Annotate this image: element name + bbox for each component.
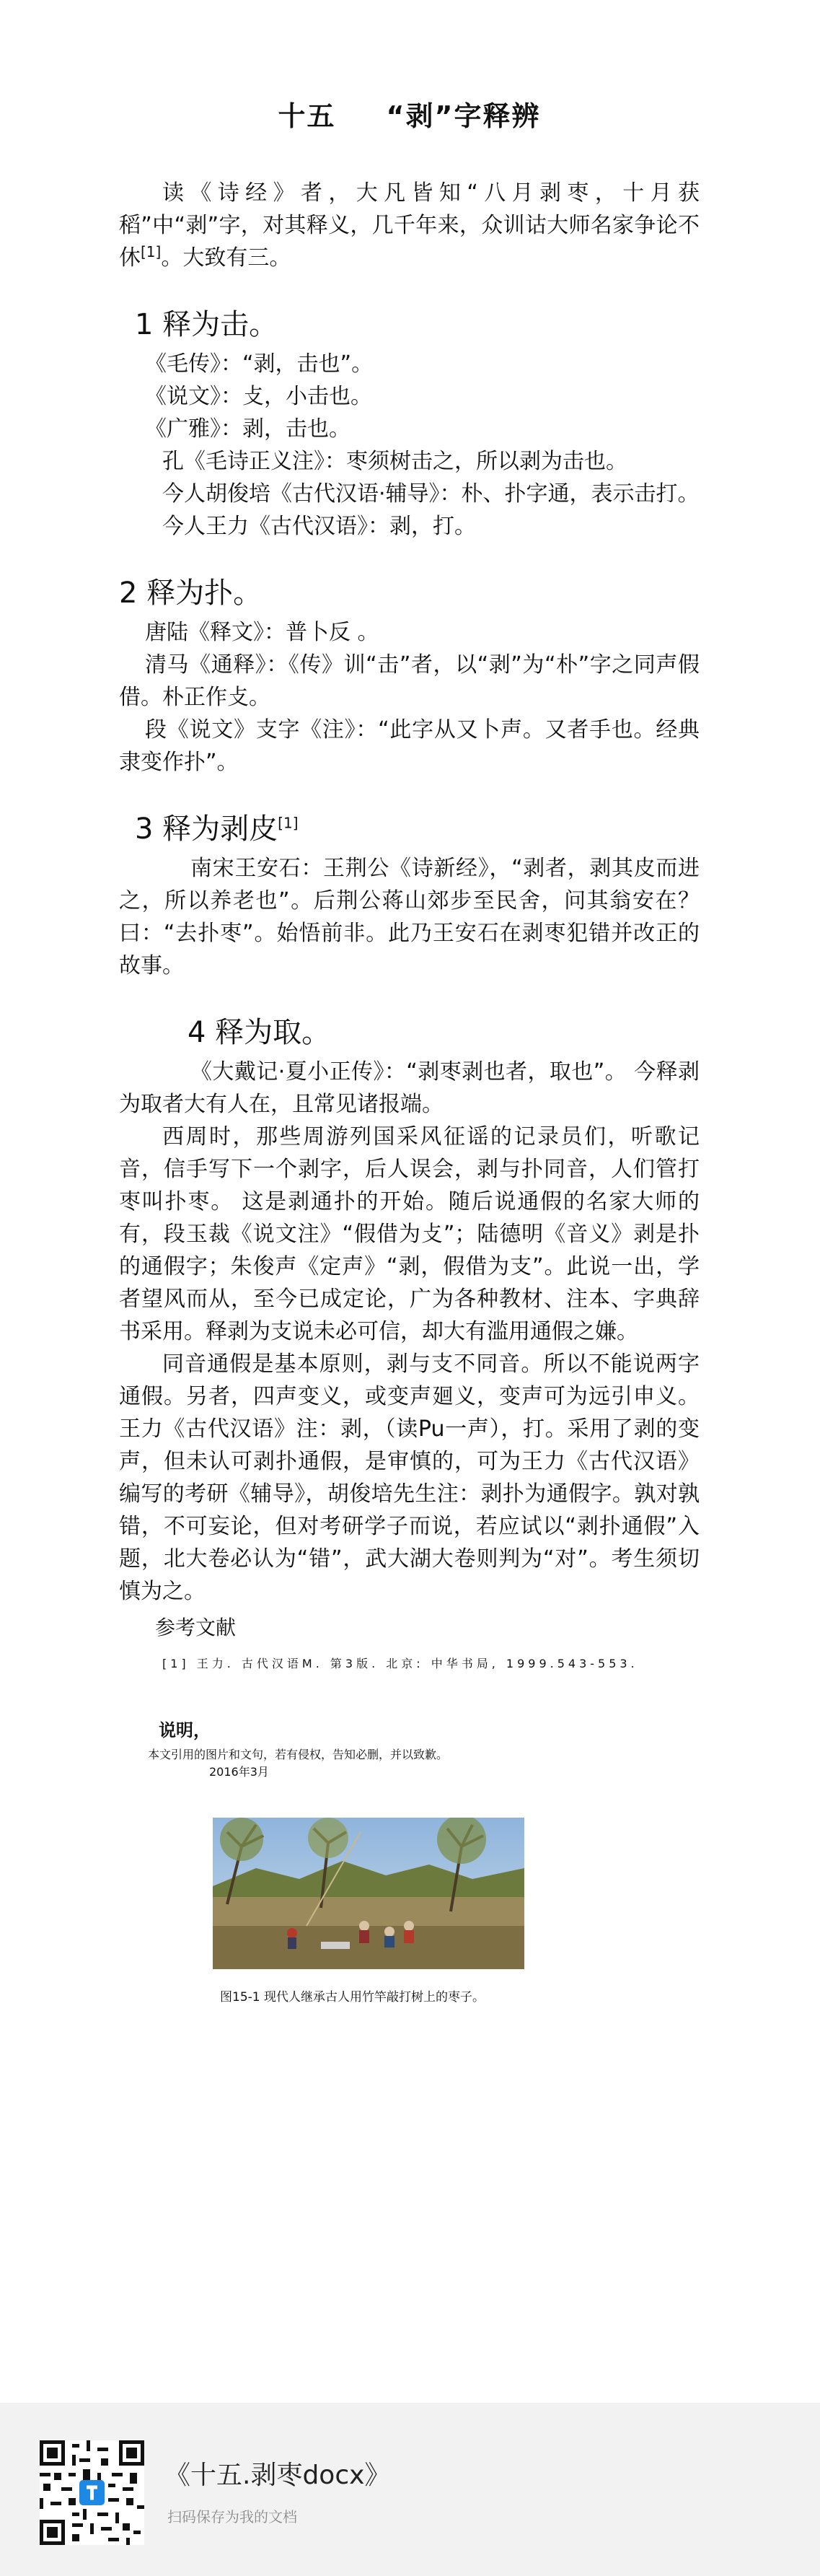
- s4-paragraph: 《大戴记·夏小正传》：“剥枣剥也者，取也”。 今释剥为取者大有人在，且常见诸报端。: [119, 1059, 700, 1117]
- save-hint: 扫码保存为我的文档: [167, 2508, 297, 2525]
- document-content: [119, 94, 700, 2005]
- s1-line: 《毛传》：“剥，击也”。: [145, 351, 374, 377]
- s1-line: 《说文》：攴，小击也。: [145, 384, 372, 409]
- page-title: [119, 94, 700, 133]
- jujube-harvest-photo: [213, 1818, 524, 1969]
- intro-paragraph: 读《诗经》者，大凡皆知“八月剥枣，十月获稻”中“剥”字，对其释义，几千年来，众训诂大师名家争论不休[1]。大致有三。: [119, 180, 700, 271]
- section-2-heading: 2 释为扑。: [119, 577, 263, 610]
- section-3-heading: 3 释为剥皮[1]: [135, 812, 299, 846]
- footnote-ref[interactable]: [1]: [141, 243, 162, 260]
- share-footer: [0, 2403, 820, 2576]
- title-number: 十五: [278, 100, 336, 132]
- title-text: “剥”字释辨: [386, 100, 541, 132]
- note-text: 本文引用的图片和文句，若有侵权，告知必删，并以致歉。: [148, 1748, 449, 1761]
- s4-paragraph: 西周时，那些周游列国采风征谣的记录员们，听歌记音，信手写下一个剥字，后人误会，剥与扑同音，人们管打枣叫扑枣。 这是剥通扑的开始。随后说通假的名家大师的有，段玉裁《说文注》“假借为攴”；陆德明《音义》剥是扑的通假字；朱俊声《定声》“剥，假借为支”。此说一出，学者望风而从，至今已成定论，广为各种教材、注本、字典辞书采用。释剥为支说未必可信，却大有滥用通假之嫌。: [119, 1124, 700, 1344]
- figure-caption: 图15-1 现代人继承古人用竹竿敲打树上的枣子。: [220, 1990, 485, 2005]
- s1-line: 孔《毛诗正义注》：枣须树击之，所以剥为击也。: [162, 449, 627, 474]
- s3-paragraph: 南宋王安石：王荆公《诗新经》，“剥者，剥其皮而进之，所以养老也”。后荆公蒋山郊步至民舍，问其翁安在？曰：“去扑枣”。始悟前非。此乃王安石在剥枣犯错并改正的故事。: [119, 856, 700, 978]
- qr-code-icon[interactable]: [40, 2440, 144, 2545]
- s2-line: 唐陆《释文》：普卜反 。: [145, 620, 379, 645]
- s4-paragraph: 同音通假是基本原则，剥与支不同音。所以不能说两字通假。另者，四声变义，或变声廻义，变声可为远引申义。王力《古代汉语》注：剥，（读Pu一声），打。采用了剥的变声，但未认可剥扑通假，是审慎的，可为王力《古代汉语》编写的考研《辅导》，胡俊培先生注：剥扑为通假字。孰对孰错，不可妄论，但对考研学子而说，若应试以“剥扑通假”入题，北大卷必认为“错”，武大湖大卷则判为“对”。考生须切慎为之。: [119, 1351, 700, 1604]
- section-1-heading: 1 释为击。: [135, 308, 278, 341]
- note-title: 说明，: [159, 1720, 211, 1740]
- references-heading: 参考文献: [155, 1616, 237, 1639]
- s2-line: 清马《通释》：《传》训“击”者，以“剥”为“朴”字之同声假借。朴正作攴。: [119, 652, 700, 710]
- document-file-name[interactable]: 《十五.剥枣docx》: [164, 2461, 391, 2490]
- reference-item: [1] 王力. 古代汉语M. 第3版. 北京: 中华书局, 1999.543-553.: [162, 1657, 638, 1670]
- s2-line: 段《说文》支字《注》：“此字从又卜声。又者手也。经典隶变作扑”。: [119, 717, 700, 775]
- s1-line: 今人王力《古代汉语》：剥，打。: [162, 514, 476, 539]
- section-4-heading: 4 释为取。: [188, 1016, 331, 1049]
- s1-line: 《广雅》：剥，击也。: [145, 416, 351, 442]
- footnote-ref[interactable]: [1]: [278, 814, 299, 832]
- s1-line: 今人胡俊培《古代汉语·辅导》：朴、扑字通，表示击打。: [162, 481, 700, 507]
- note-date: 2016年3月: [209, 1765, 269, 1779]
- figure: [213, 1818, 524, 2005]
